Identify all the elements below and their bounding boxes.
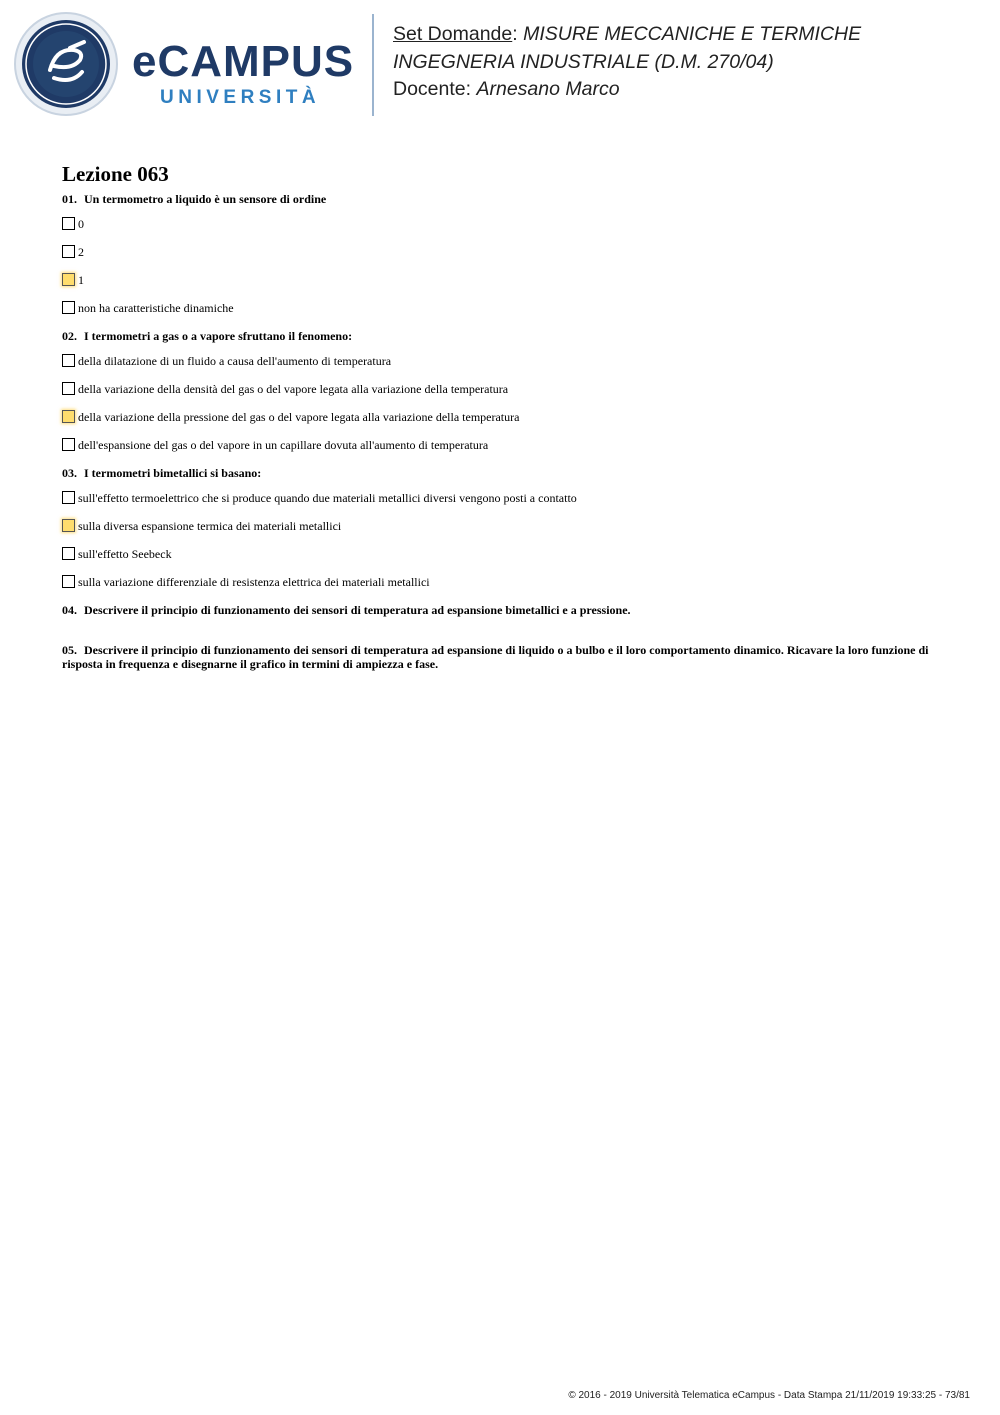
question-body: Descrivere il principio di funzionamento dei sensori di temperatura ad espansione bimetallici e a pressione. (84, 603, 631, 617)
logo-sub-text: UNIVERSITÀ (160, 87, 321, 108)
question (62, 603, 942, 617)
question-number: 04. (62, 603, 77, 617)
question-number: 05. (62, 643, 77, 657)
ecampus-logo-wordmark (132, 37, 357, 110)
answer-option[interactable] (62, 438, 942, 466)
question-text (62, 192, 942, 206)
question-text (62, 643, 942, 671)
set-label: Set Domande (393, 23, 513, 45)
teacher-label: Docente: (393, 78, 472, 100)
logo-brand-text: eCAMPUS (132, 37, 355, 86)
page-content (62, 160, 942, 677)
answer-option[interactable] (62, 301, 942, 329)
question-number: 02. (62, 329, 77, 343)
header-divider (372, 14, 374, 116)
checkbox[interactable] (62, 438, 75, 451)
option-list (62, 491, 942, 603)
question (62, 466, 942, 603)
option-label: non ha caratteristiche dinamiche (78, 301, 234, 315)
question (62, 643, 942, 671)
checkbox[interactable] (62, 354, 75, 367)
question-body: I termometri bimetallici si basano: (84, 466, 262, 480)
option-label: sull'effetto termoelettrico che si produce quando due materiali metallici diversi vengono posti a contatto (78, 491, 577, 505)
option-list (62, 217, 942, 329)
set-colon: : (512, 23, 518, 45)
page-header (0, 0, 1000, 125)
question-text (62, 329, 942, 343)
course-line-2: INGEGNERIA INDUSTRIALE (D.M. 270/04) (393, 50, 774, 73)
question-text (62, 603, 942, 617)
option-label: della variazione della densità del gas o del vapore legata alla variazione della temperatura (78, 382, 509, 396)
answer-option[interactable] (62, 410, 942, 438)
answer-option[interactable] (62, 519, 942, 547)
checkbox[interactable] (62, 382, 75, 395)
option-label: sull'effetto Seebeck (78, 547, 172, 561)
checkbox[interactable] (62, 245, 75, 258)
checkbox[interactable] (62, 217, 75, 230)
question (62, 329, 942, 466)
question-number: 03. (62, 466, 77, 480)
answer-option[interactable] (62, 354, 942, 382)
option-label: sulla variazione differenziale di resistenza elettrica dei materiali metallici (78, 575, 430, 589)
checkbox[interactable] (62, 575, 75, 588)
question-list (62, 192, 942, 671)
option-label: 0 (78, 217, 84, 231)
question-number: 01. (62, 192, 77, 206)
answer-option[interactable] (62, 217, 942, 245)
answer-option[interactable] (62, 382, 942, 410)
question (62, 192, 942, 329)
question-text (62, 466, 942, 480)
answer-option[interactable] (62, 547, 942, 575)
checkbox[interactable] (62, 301, 75, 314)
answer-option[interactable] (62, 273, 942, 301)
option-label: 1 (78, 273, 84, 287)
option-list (62, 354, 942, 466)
answer-option[interactable] (62, 491, 942, 519)
course-info (393, 21, 861, 104)
option-label: sulla diversa espansione termica dei materiali metallici (78, 519, 342, 533)
question-body: Un termometro a liquido è un sensore di ordine (84, 192, 327, 206)
checkbox-highlighted[interactable] (62, 410, 75, 423)
question-body: Descrivere il principio di funzionamento dei sensori di temperatura ad espansione di liquido o a bulbo e il loro comportamento dinamico. Ricavare la loro funzione di risposta in frequenza e disegnarne il grafico in termini di ampiezza e fase. (62, 643, 929, 671)
answer-option[interactable] (62, 245, 942, 273)
page-footer: © 2016 - 2019 Università Telematica eCampus - Data Stampa 21/11/2019 19:33:25 - 73/81 (568, 1390, 970, 1401)
lesson-title: Lezione 063 (62, 162, 169, 186)
ecampus-logo-badge-icon (14, 12, 118, 116)
checkbox-highlighted[interactable] (62, 273, 75, 286)
course-line-1: MISURE MECCANICHE E TERMICHE (523, 23, 862, 45)
option-label: dell'espansione del gas o del vapore in un capillare dovuta all'aumento di temperatura (78, 438, 489, 452)
checkbox-highlighted[interactable] (62, 519, 75, 532)
option-label: della dilatazione di un fluido a causa dell'aumento di temperatura (78, 354, 392, 368)
answer-option[interactable] (62, 575, 942, 603)
option-label: 2 (78, 245, 84, 259)
question-body: I termometri a gas o a vapore sfruttano il fenomeno: (84, 329, 353, 343)
checkbox[interactable] (62, 491, 75, 504)
option-label: della variazione della pressione del gas o del vapore legata alla variazione della temperatura (78, 410, 520, 424)
checkbox[interactable] (62, 547, 75, 560)
teacher-name: Arnesano Marco (476, 78, 620, 100)
